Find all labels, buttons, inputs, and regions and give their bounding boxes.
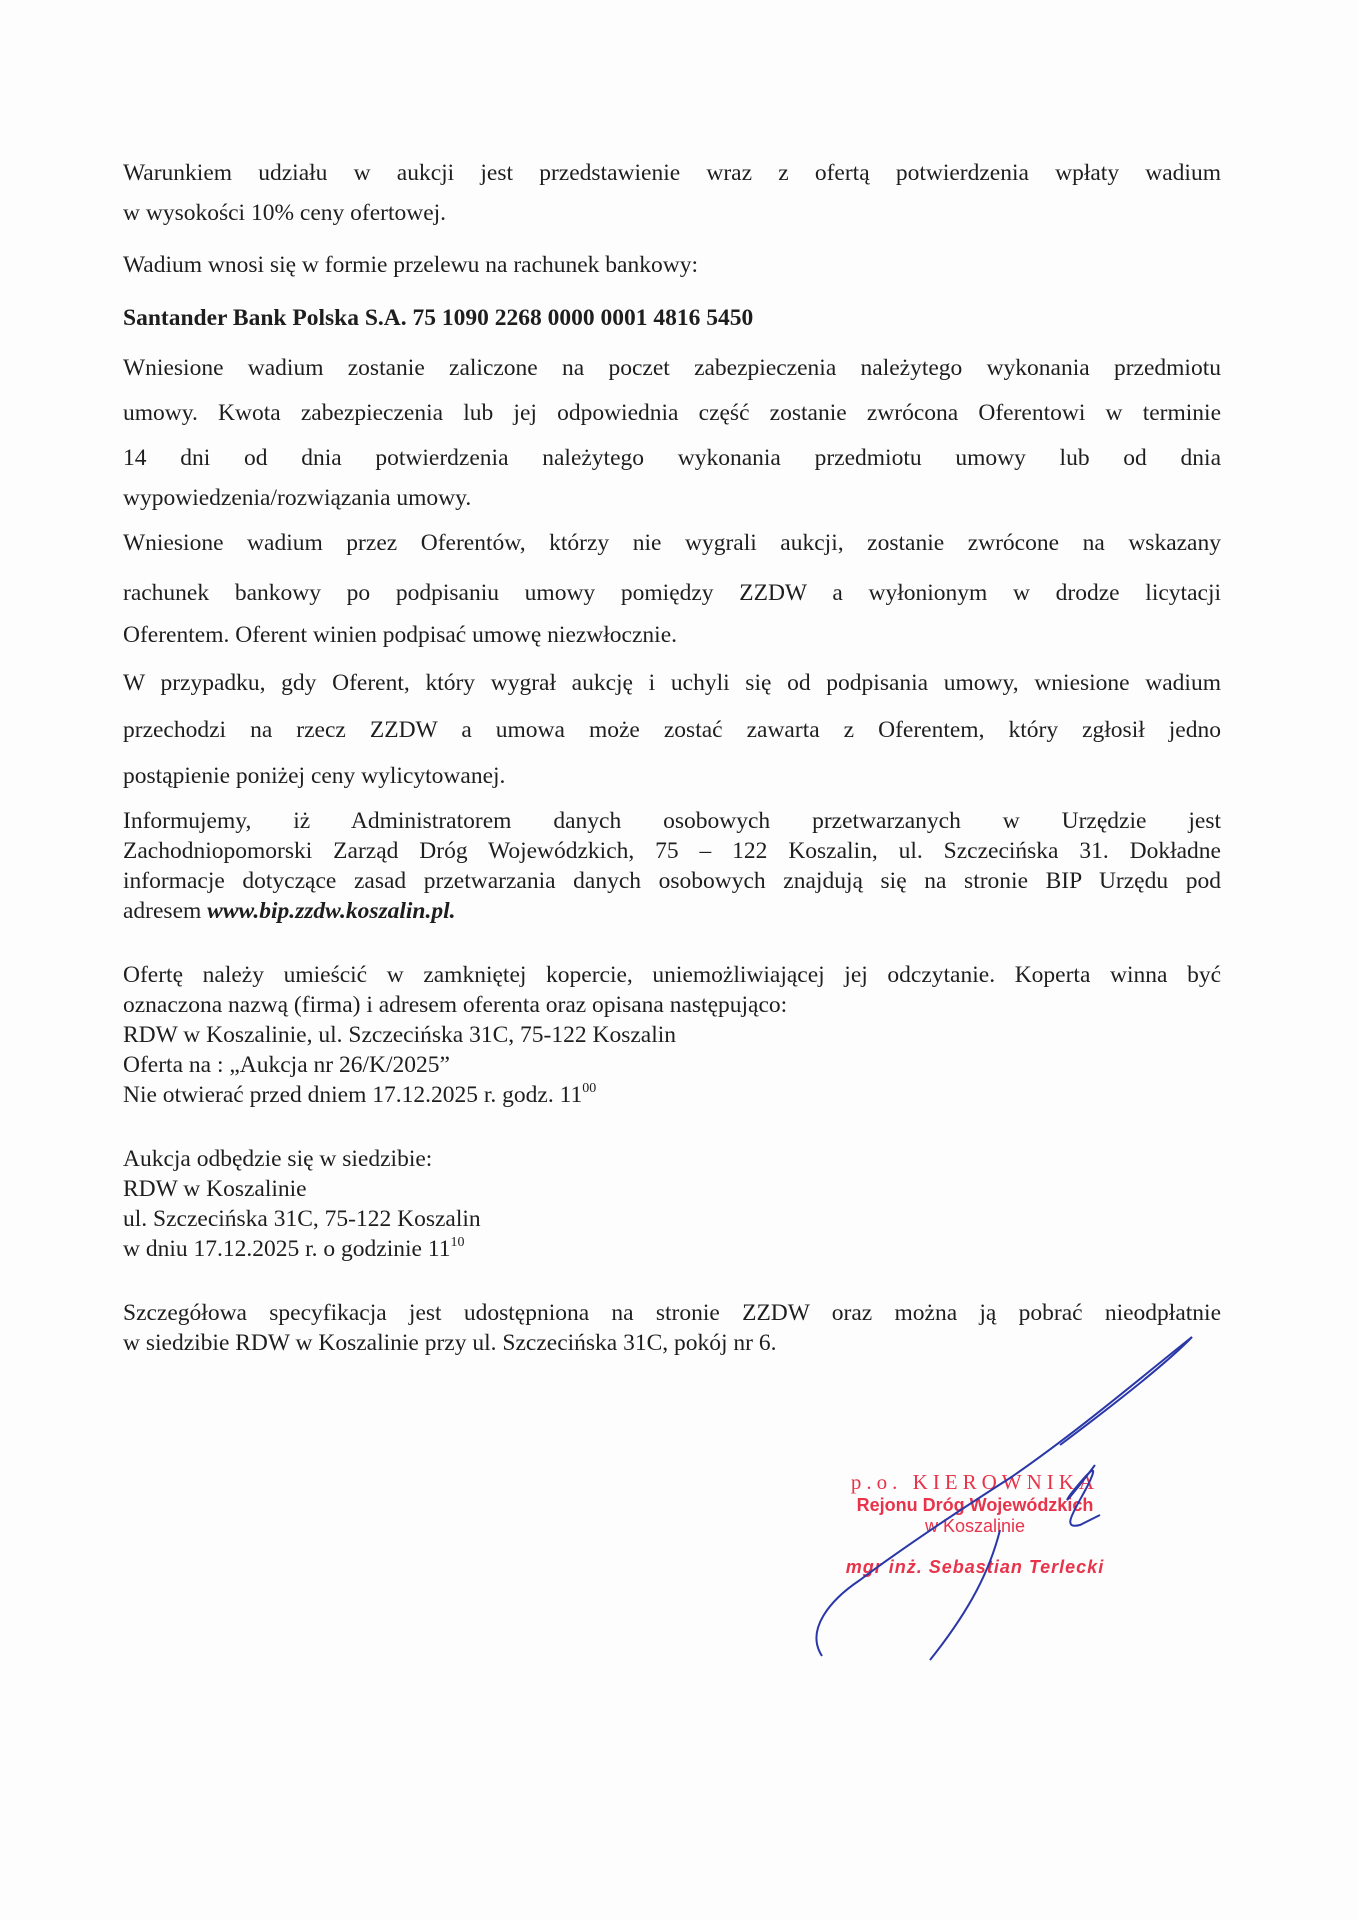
time-superscript: 00: [582, 1081, 597, 1096]
wadium-condition-line-2: w wysokości 10% ceny ofertowej.: [123, 200, 447, 226]
refund-line-3: Oferentem. Oferent winien podpisać umowę niezwłocznie.: [123, 622, 677, 648]
envelope-address: RDW w Koszalinie, ul. Szczecińska 31C, 75-122 Koszalin: [123, 1022, 677, 1048]
bip-link[interactable]: www.bip.zzdw.koszalin.pl.: [207, 898, 456, 924]
envelope-line-1: Ofertę należy umieścić w zamkniętej kopercie, uniemożliwiającej jej odczytanie. Koperta winna być: [123, 962, 1221, 988]
time-superscript: 10: [450, 1235, 465, 1250]
wadium-condition-line-1: Warunkiem udziału w aukcji jest przedstawienie wraz z ofertą potwierdzenia wpłaty wadium: [123, 160, 1221, 186]
venue-name: RDW w Koszalinie: [123, 1176, 307, 1202]
envelope-line-2: oznaczona nazwą (firma) i adresem oferenta oraz opisana następująco:: [123, 992, 788, 1018]
envelope-do-not-open: Nie otwierać przed dniem 17.12.2025 r. godz. $11^{00}$: [123, 1081, 597, 1108]
security-line-1: Wniesione wadium zostanie zaliczone na poczet zabezpieczenia należytego wykonania przedmiotu: [123, 355, 1221, 381]
security-line-3: 14 dni od dnia potwierdzenia należytego wykonania przedmiotu umowy lub od dnia: [123, 445, 1221, 471]
venue-address: ul. Szczecińska 31C, 75-122 Koszalin: [123, 1206, 481, 1232]
forfeit-line-1: W przypadku, gdy Oferent, który wygrał aukcję i uchyli się od podpisania umowy, wniesione wadium: [123, 670, 1221, 696]
spec-line-1: Szczegółowa specyfikacja jest udostępniona na stronie ZZDW oraz można ją pobrać nieodpłatnie: [123, 1300, 1221, 1326]
bank-account: Santander Bank Polska S.A. 75 1090 2268 0000 0001 4816 5450: [123, 305, 754, 331]
gdpr-line-2: Zachodniopomorski Zarząd Dróg Wojewódzkich, 75 – 122 Koszalin, ul. Szczecińska 31. Dokładne: [123, 838, 1221, 864]
venue-heading: Aukcja odbędzie się w siedzibie:: [123, 1146, 433, 1172]
stamp-signatory: mgr inż. Sebastian Terlecki: [845, 1557, 1105, 1577]
stamp-title: p.o. KIEROWNIKA: [850, 1470, 1100, 1494]
security-line-2: umowy. Kwota zabezpieczenia lub jej odpowiednia część zostanie zwrócona Oferentowi w terminie: [123, 400, 1221, 426]
stamp-office: Rejonu Dróg Wojewódzkich: [856, 1495, 1094, 1515]
stamp-city: w Koszalinie: [924, 1516, 1026, 1536]
refund-line-1: Wniesione wadium przez Oferentów, którzy nie wygrali aukcji, zostanie zwrócone na wskazany: [123, 530, 1221, 556]
gdpr-line-3: informacje dotyczące zasad przetwarzania danych osobowych znajdują się na stronie BIP Urzędu pod: [123, 868, 1221, 894]
forfeit-line-2: przechodzi na rzecz ZZDW a umowa może zostać zawarta z Oferentem, który zgłosił jedno: [123, 717, 1221, 743]
security-line-4: wypowiedzenia/rozwiązania umowy.: [123, 485, 472, 511]
forfeit-line-3: postąpienie poniżej ceny wylicytowanej.: [123, 763, 506, 789]
envelope-offer-title: Oferta na : „Aukcja nr 26/K/2025”: [123, 1052, 450, 1078]
refund-line-2: rachunek bankowy po podpisaniu umowy pomiędzy ZZDW a wyłonionym w drodze licytacji: [123, 580, 1221, 606]
venue-datetime: w dniu 17.12.2025 r. o godzinie $11^{10}$: [123, 1235, 465, 1262]
wadium-transfer-info: Wadium wnosi się w formie przelewu na rachunek bankowy:: [123, 252, 698, 278]
spec-line-2: w siedzibie RDW w Koszalinie przy ul. Szczecińska 31C, pokój nr 6.: [123, 1330, 777, 1356]
gdpr-address-prefix: adresem: [123, 898, 208, 924]
gdpr-line-1: Informujemy, iż Administratorem danych osobowych przetwarzanych w Urzędzie jest: [123, 808, 1221, 834]
